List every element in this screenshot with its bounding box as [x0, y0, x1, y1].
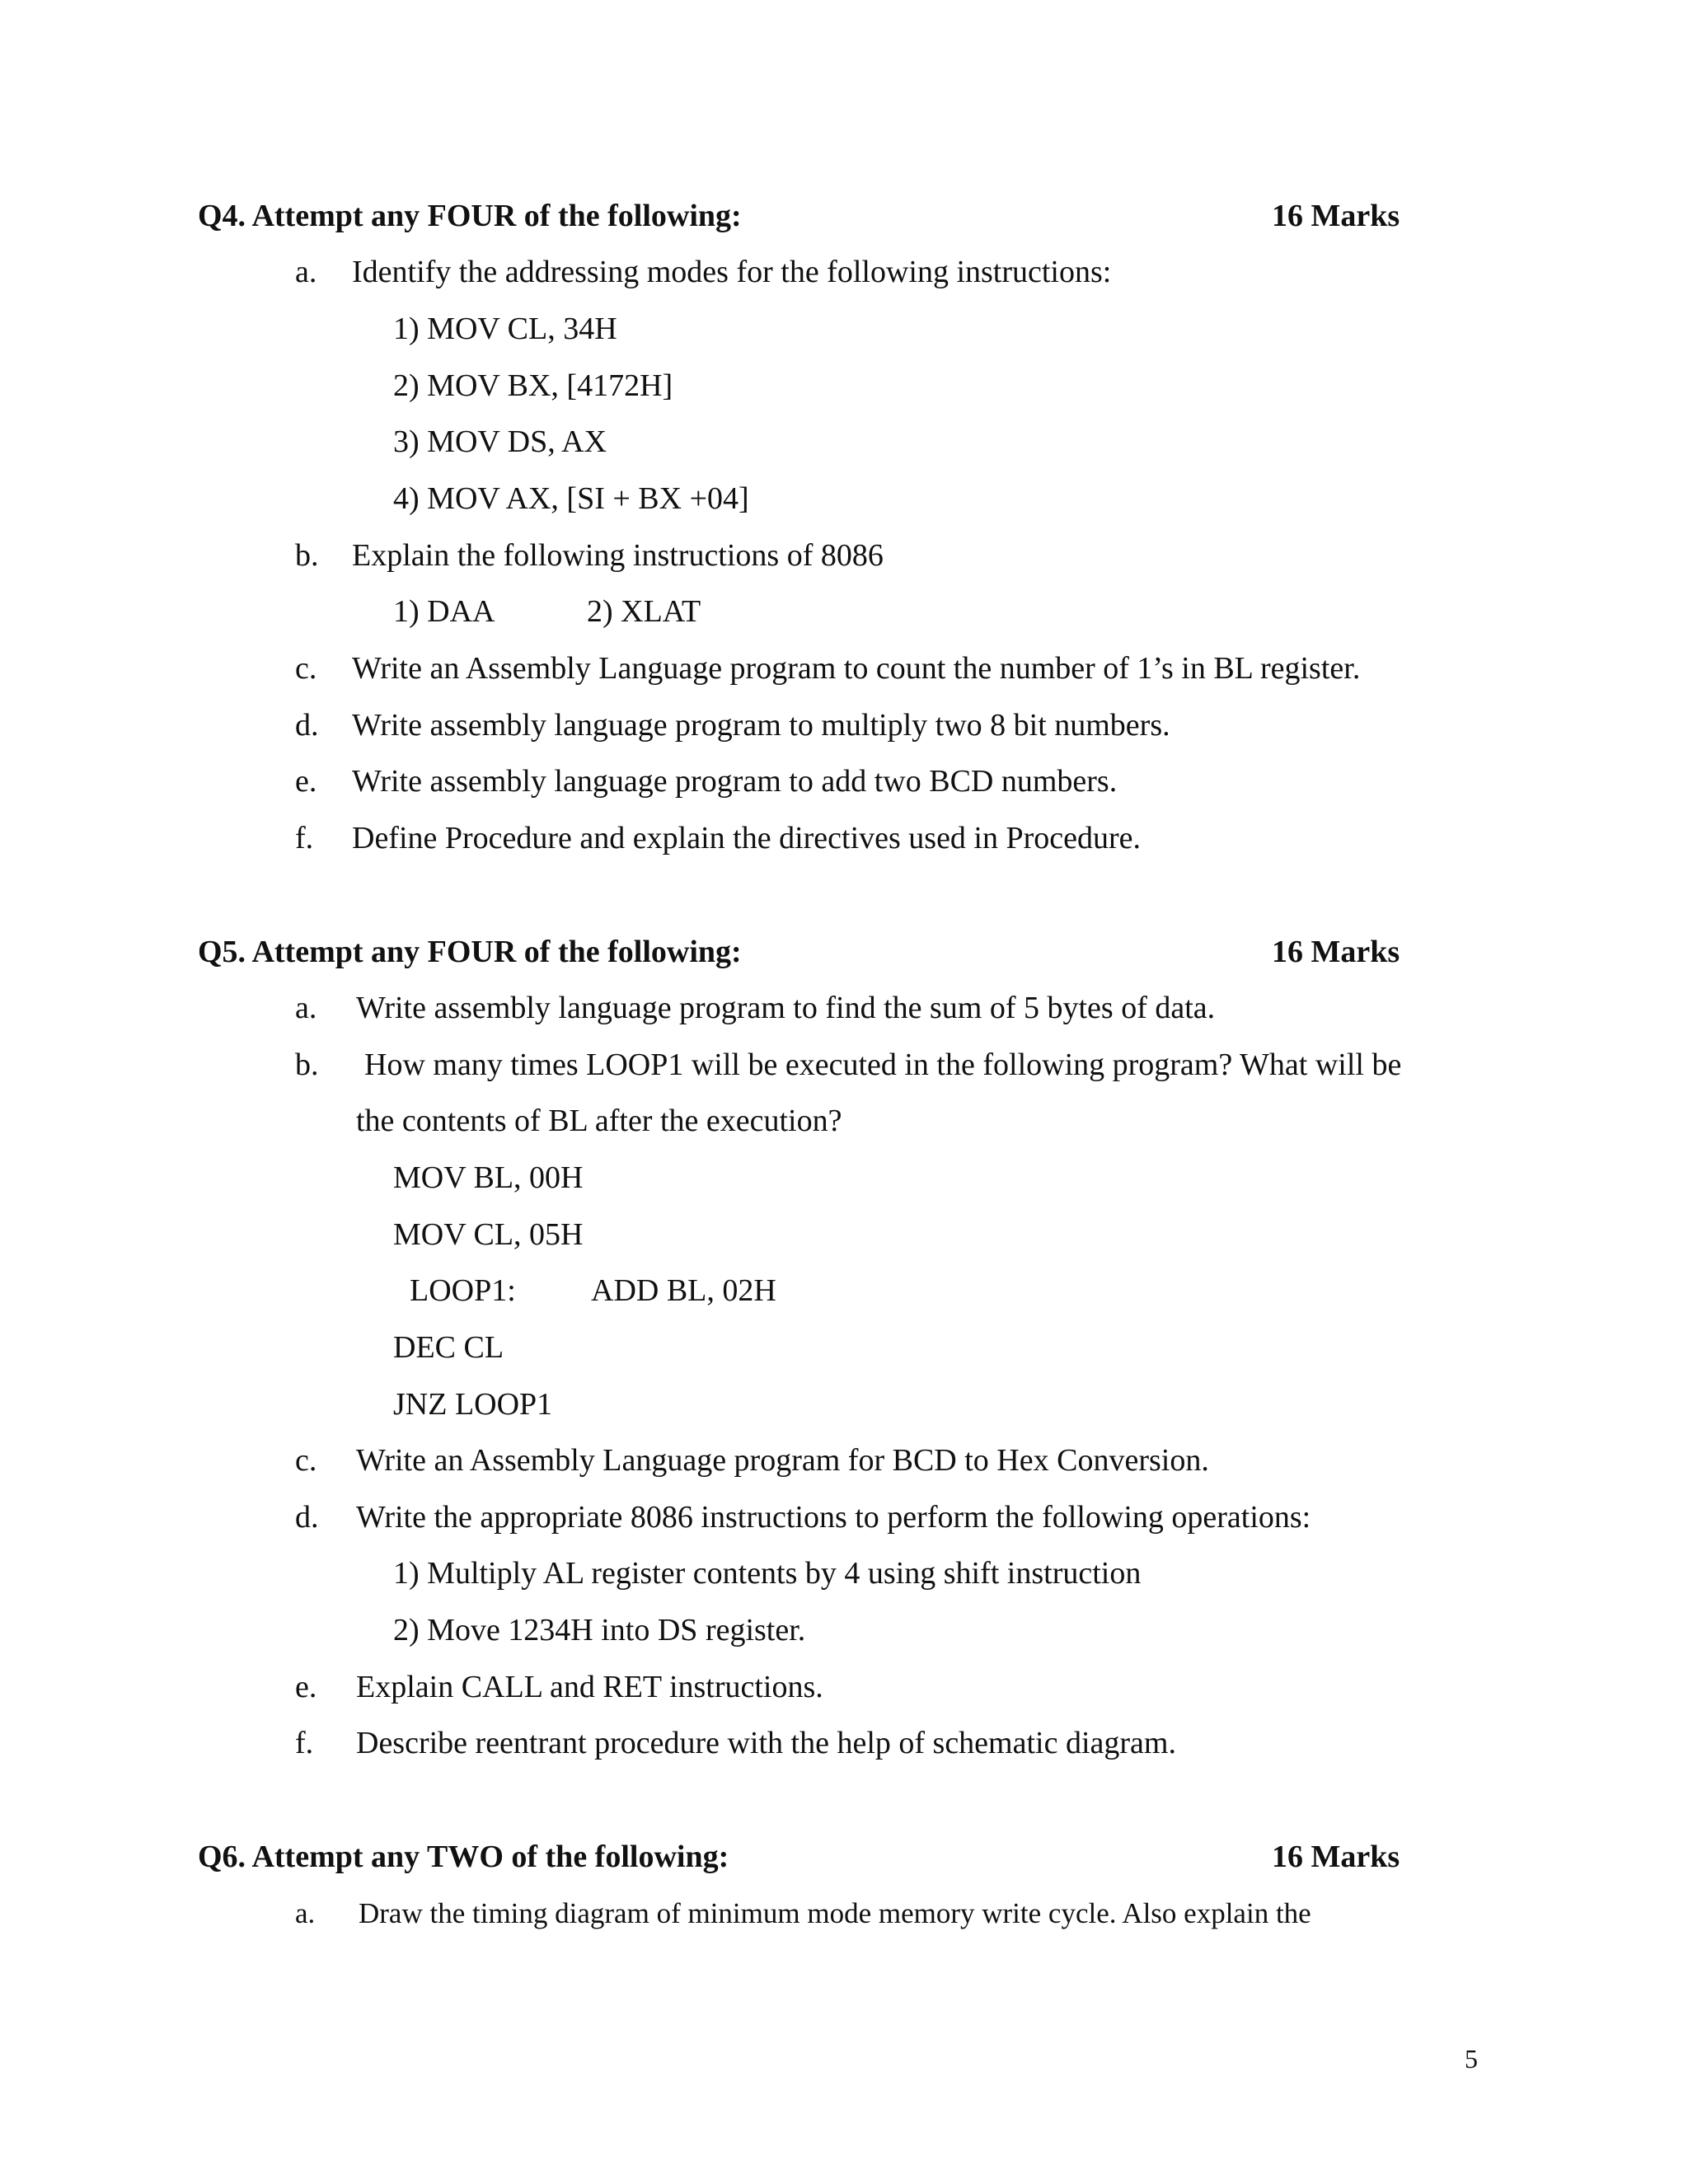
q4-a-text: Identify the addressing modes for the following instructions:	[352, 255, 1112, 289]
q6-marks: 16 Marks	[1272, 1840, 1400, 1874]
q5-d-sub-1: 1) Multiply AL register contents by 4 using shift instruction	[393, 1556, 1142, 1591]
q6-header	[198, 1837, 1418, 1877]
q5-b-label: b.	[295, 1047, 319, 1082]
q4-b-sub-2: 2) XLAT	[587, 594, 701, 629]
q4-b-label: b.	[295, 538, 319, 573]
q5-e-text: Explain CALL and RET instructions.	[356, 1670, 823, 1704]
q5-b-code-loop-label: LOOP1:	[410, 1273, 516, 1308]
q5-c-text: Write an Assembly Language program for BCD to Hex Conversion.	[356, 1443, 1209, 1478]
q5-c-label: c.	[295, 1443, 317, 1478]
q6-a-text: Draw the timing diagram of minimum mode memory write cycle. Also explain the	[359, 1897, 1311, 1929]
q5-d-label: d.	[295, 1500, 319, 1535]
q5-b-code-4: DEC CL	[393, 1330, 504, 1365]
q5-f-label: f.	[295, 1726, 314, 1760]
q4-a-sub-4: 4) MOV AX, [SI + BX +04]	[393, 481, 749, 516]
q4-d-label: d.	[295, 708, 319, 743]
q4-e-label: e.	[295, 764, 317, 799]
q4-b-text: Explain the following instructions of 8086	[352, 538, 884, 573]
q5-a-label: a.	[295, 991, 317, 1025]
q5-d-text: Write the appropriate 8086 instructions to perform the following operations:	[356, 1500, 1311, 1535]
q4-f-text: Define Procedure and explain the directives used in Procedure.	[352, 821, 1142, 855]
q5-d-sub-2: 2) Move 1234H into DS register.	[393, 1613, 806, 1647]
q5-header	[198, 932, 1418, 972]
q4-a-sub-3: 3) MOV DS, AX	[393, 424, 607, 459]
q5-b-text: How many times LOOP1 will be executed in the following program? What will be	[364, 1047, 1402, 1082]
page-number: 5	[1465, 2044, 1478, 2074]
q4-a-sub-1: 1) MOV CL, 34H	[393, 312, 617, 346]
q4-c-label: c.	[295, 651, 317, 686]
q4-e-text: Write assembly language program to add two BCD numbers.	[352, 764, 1118, 799]
q5-b-code-3: ADD BL, 02H	[591, 1273, 776, 1308]
q5-f-text: Describe reentrant procedure with the help of schematic diagram.	[356, 1726, 1176, 1760]
q4-marks: 16 Marks	[1272, 199, 1400, 233]
q5-e-label: e.	[295, 1670, 317, 1704]
q4-a-sub-2: 2) MOV BX, [4172H]	[393, 368, 673, 403]
q6-a-label: a.	[295, 1897, 316, 1929]
q4-c-text: Write an Assembly Language program to count the number of 1’s in BL register.	[352, 651, 1361, 686]
q5-b-code-5: JNZ LOOP1	[393, 1387, 553, 1422]
q5-b-code-2: MOV CL, 05H	[393, 1217, 584, 1252]
q5-b-code-1: MOV BL, 00H	[393, 1160, 584, 1195]
q4-d-text: Write assembly language program to multiply two 8 bit numbers.	[352, 708, 1170, 743]
q4-f-label: f.	[295, 821, 314, 855]
q5-b-text-continued: the contents of BL after the execution?	[356, 1104, 842, 1138]
q5-a-text: Write assembly language program to find the sum of 5 bytes of data.	[356, 991, 1216, 1025]
q4-a-label: a.	[295, 255, 317, 289]
q6-title: Q6. Attempt any TWO of the following:	[198, 1840, 729, 1874]
q4-header	[198, 196, 1418, 236]
q4-b-sub-1: 1) DAA	[393, 594, 495, 629]
q5-title: Q5. Attempt any FOUR of the following:	[198, 935, 742, 969]
q5-marks: 16 Marks	[1272, 935, 1400, 969]
q4-title: Q4. Attempt any FOUR of the following:	[198, 199, 742, 233]
